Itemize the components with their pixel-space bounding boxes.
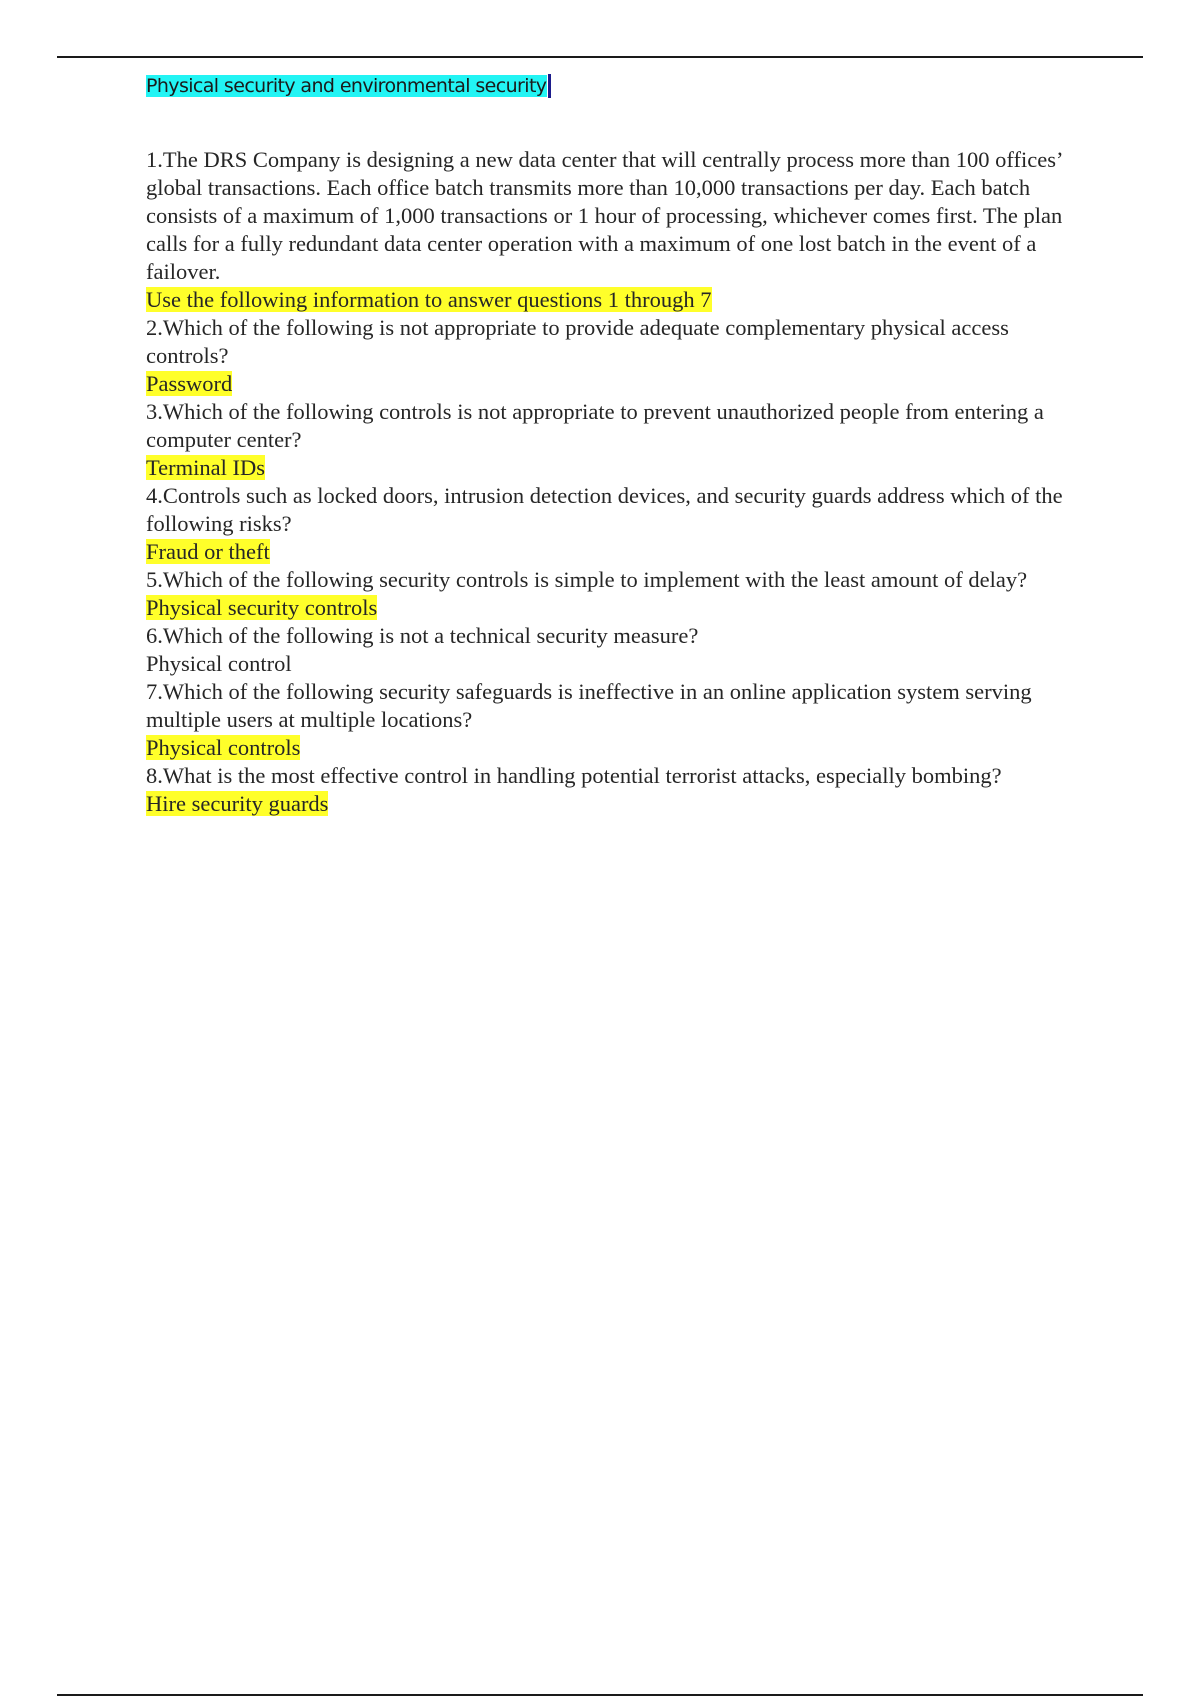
answer-6 xyxy=(146,650,1086,678)
question-4: 4.Controls such as locked doors, intrusion detection devices, and security guards address which of the following risks? xyxy=(146,483,1063,536)
answer-7 xyxy=(146,734,1086,762)
text-cursor xyxy=(548,74,551,98)
document-body xyxy=(146,146,1086,818)
answer-2-highlight: Password xyxy=(146,371,233,396)
question-2: 2.Which of the following is not appropriate to provide adequate complementary physical access controls? xyxy=(146,315,1009,368)
answer-4-highlight: Fraud or theft xyxy=(146,539,270,564)
answer-4 xyxy=(146,538,1086,566)
answer-5-highlight: Physical security controls xyxy=(146,595,378,620)
answer-8-highlight: Hire security guards xyxy=(146,791,329,816)
answer-8 xyxy=(146,790,1086,818)
answer-7-highlight: Physical controls xyxy=(146,735,301,760)
answer-6-text: Physical control xyxy=(146,651,292,676)
question-8: 8.What is the most effective control in handling potential terrorist attacks, especially bombing? xyxy=(146,763,1002,788)
header-rule xyxy=(57,56,1143,58)
answer-3 xyxy=(146,454,1086,482)
question-3: 3.Which of the following controls is not appropriate to prevent unauthorized people from entering a computer center? xyxy=(146,399,1044,452)
answer-2 xyxy=(146,370,1086,398)
question-6: 6.Which of the following is not a technical security measure? xyxy=(146,623,699,648)
question-5: 5.Which of the following security controls is simple to implement with the least amount of delay? xyxy=(146,567,1028,592)
title-highlight[interactable]: Physical security and environmental security xyxy=(146,75,547,97)
document-title xyxy=(146,74,551,98)
instruction-highlight: Use the following information to answer questions 1 through 7 xyxy=(146,287,712,312)
instruction-line xyxy=(146,286,1086,314)
answer-5 xyxy=(146,594,1086,622)
intro-paragraph: 1.The DRS Company is designing a new data center that will centrally process more than 100 offices’ global transactions. Each office batch transmits more than 10,000 transactions per day. Each batch consists of a maximum of 1,000 transactions or 1 hour of processing, whichever comes first. The plan calls for a fully redundant data center operation with a maximum of one lost batch in the event of a failover. xyxy=(146,147,1063,284)
answer-3-highlight: Terminal IDs xyxy=(146,455,266,480)
question-7: 7.Which of the following security safeguards is ineffective in an online application system serving multiple users at multiple locations? xyxy=(146,679,1032,732)
footer-rule xyxy=(57,1694,1143,1696)
